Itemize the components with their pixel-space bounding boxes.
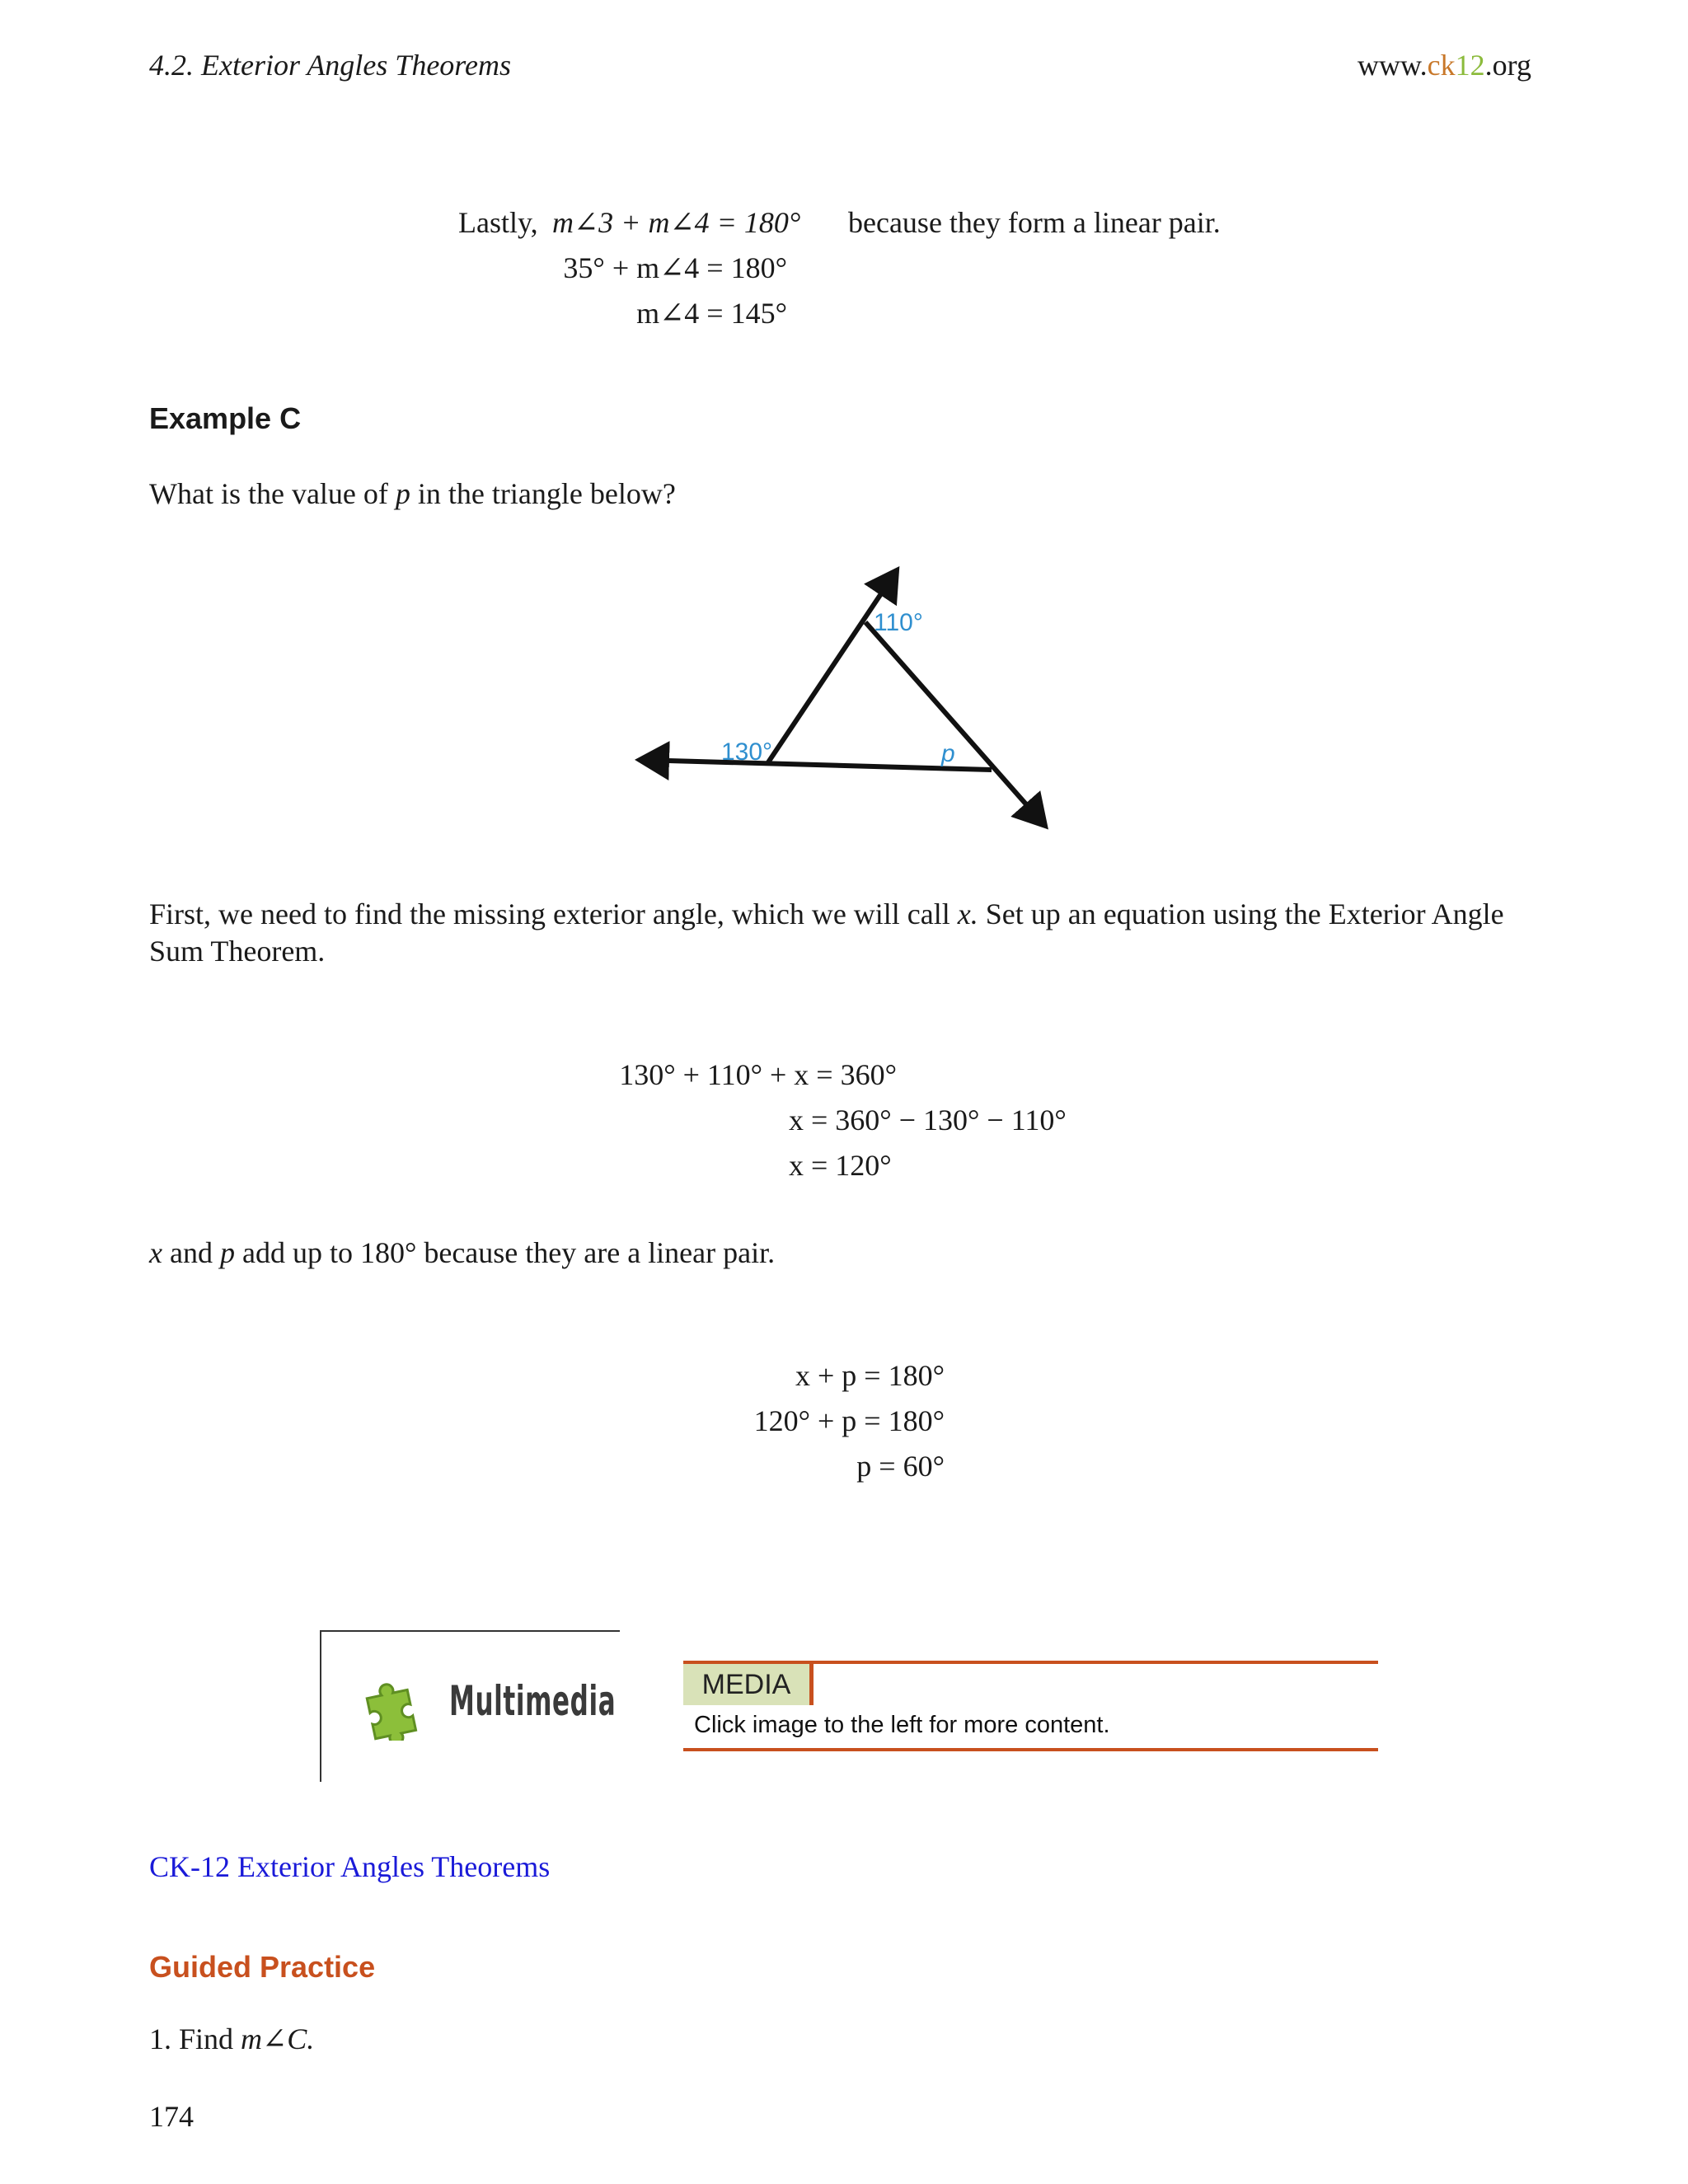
- linear-pair-text: [149, 1238, 775, 1268]
- site-12: 12: [1455, 49, 1485, 82]
- item1-math: m∠C.: [241, 2022, 315, 2055]
- media-bottom-rule: [683, 1748, 1378, 1751]
- media-box: [683, 1661, 1378, 1751]
- bottom-ray: [640, 760, 992, 770]
- top-eq-1: m∠3 + m∠4 = 180°: [552, 206, 801, 239]
- left-side-ray: [768, 570, 897, 762]
- site-url[interactable]: [1357, 48, 1531, 82]
- explanation-line-1: [149, 899, 1504, 929]
- site-suffix: .org: [1484, 49, 1531, 82]
- angle-label-130: 130°: [721, 738, 773, 766]
- explanation-line-2: Sum Theorem.: [149, 935, 326, 968]
- triangle-diagram: [626, 552, 1071, 841]
- var-p: p: [219, 1236, 235, 1269]
- x-eq-2: x = 360° − 130° − 110°: [789, 1104, 1067, 1137]
- and-word: and: [169, 1236, 213, 1269]
- question-var: p: [395, 477, 410, 510]
- multimedia-label: Multimedia: [449, 1677, 617, 1725]
- explanation-pre: First, we need to find the missing exterior angle, which we will call: [149, 898, 950, 930]
- guided-practice-heading: Guided Practice: [149, 1950, 376, 1984]
- top-eq-2: 35° + m∠4 = 180°: [563, 251, 787, 284]
- question-pre: What is the value of: [149, 477, 388, 510]
- top-eq-3: m∠4 = 145°: [636, 297, 787, 330]
- p-eq-3: p = 60°: [856, 1450, 945, 1483]
- media-tag: MEDIA: [683, 1664, 814, 1705]
- explanation-post: Set up an equation using the Exterior Angle: [985, 898, 1504, 930]
- example-c-question: [149, 479, 676, 509]
- guided-practice-item-1: [149, 2024, 314, 2054]
- x-eq-1: 130° + 110° + x = 360°: [619, 1058, 897, 1091]
- example-c-heading: Example C: [149, 401, 302, 435]
- page-number: 174: [149, 2100, 194, 2133]
- site-ck: ck: [1427, 49, 1456, 82]
- site-prefix: www.: [1357, 49, 1428, 82]
- angle-label-110: 110°: [874, 609, 923, 636]
- item1-pre: 1. Find: [149, 2022, 234, 2055]
- var-x: x: [149, 1236, 162, 1269]
- right-side-ray: [865, 622, 1045, 826]
- puzzle-icon: [363, 1675, 429, 1741]
- section-header: 4.2. Exterior Angles Theorems: [149, 49, 511, 82]
- multimedia-button[interactable]: [320, 1630, 620, 1782]
- explanation-var: x.: [957, 898, 978, 930]
- linear-pair-rest: add up to 180° because they are a linear pair.: [241, 1236, 776, 1269]
- x-eq-3: x = 120°: [789, 1149, 892, 1182]
- top-eq-1-reason: because they form a linear pair.: [848, 206, 1221, 239]
- p-eq-1: x + p = 180°: [795, 1359, 945, 1392]
- p-eq-2: 120° + p = 180°: [753, 1404, 945, 1437]
- ck12-link[interactable]: CK-12 Exterior Angles Theorems: [149, 1850, 551, 1883]
- question-post: in the triangle below?: [417, 477, 676, 510]
- eq-label-lastly: Lastly,: [458, 206, 538, 239]
- media-note: Click image to the left for more content.: [694, 1712, 1110, 1738]
- angle-label-p: p: [941, 740, 955, 767]
